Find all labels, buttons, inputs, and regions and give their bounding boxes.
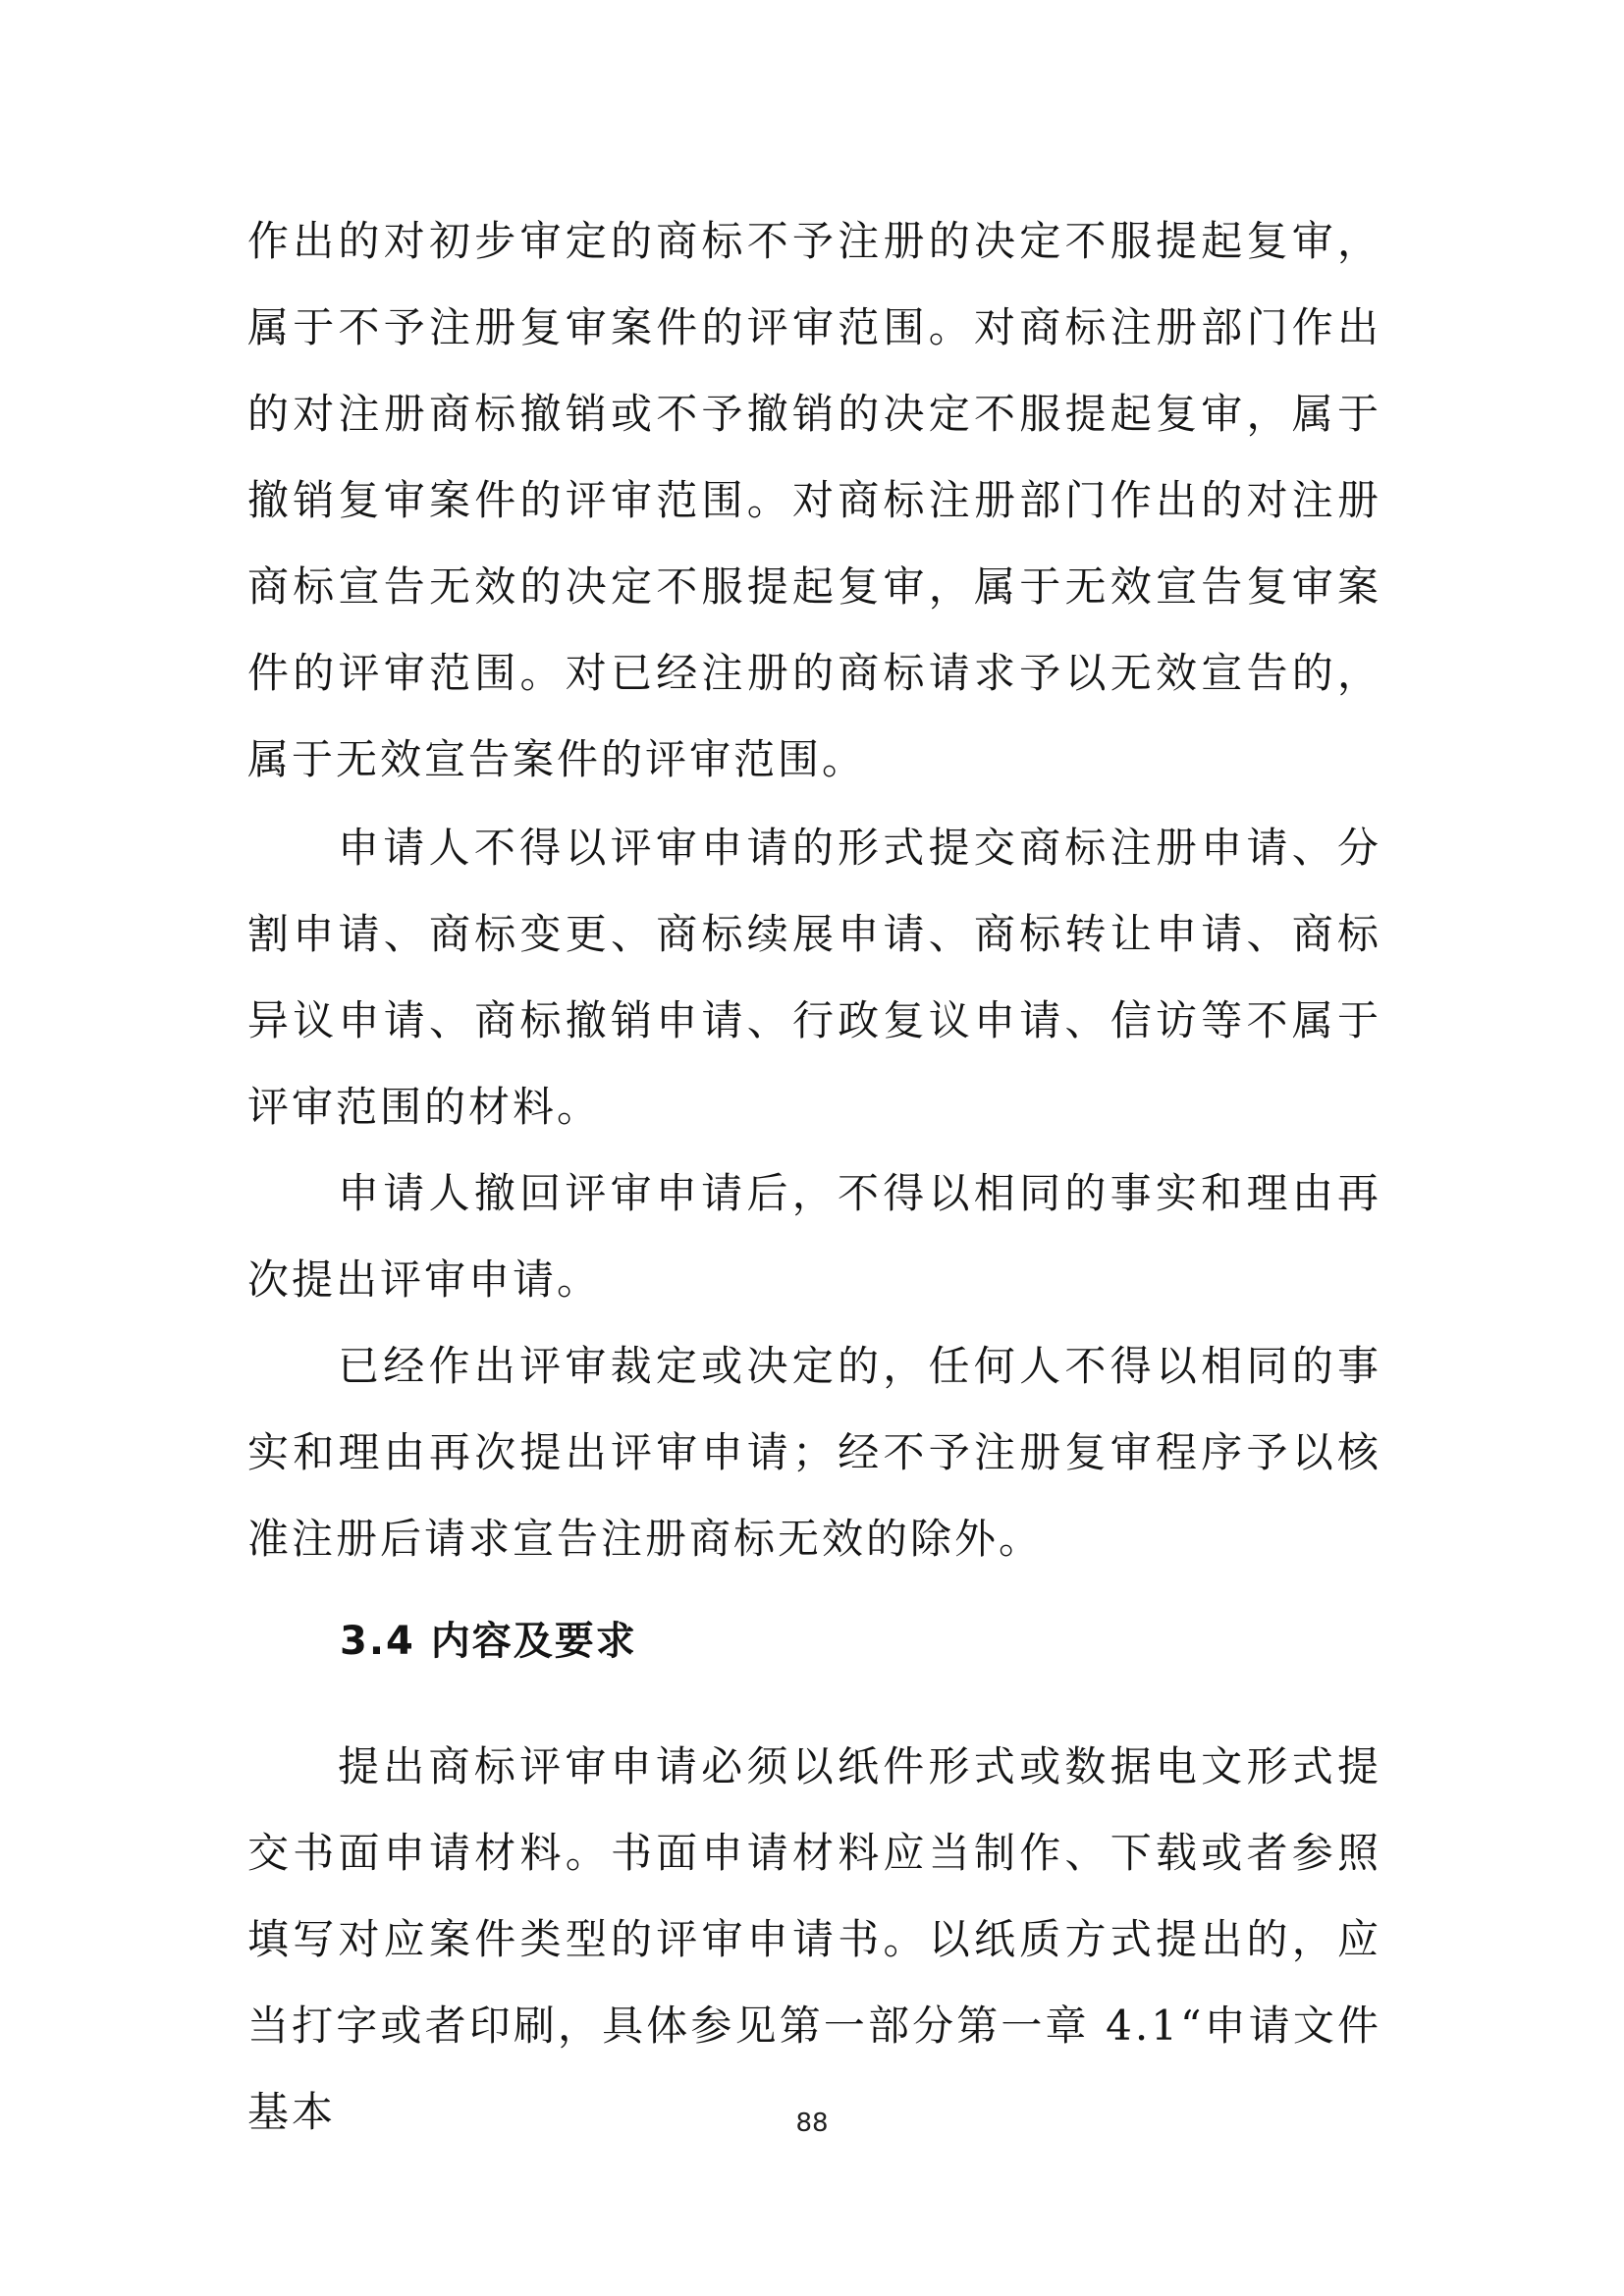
body-paragraph: 提出商标评审申请必须以纸件形式或数据电文形式提交书面申请材料。书面申请材料应当制作、下载或者参照填写对应案件类型的评审申请书。以纸质方式提出的，应当打字或者印刷，具体参见第一部分第一章 4.1“申请文件基本 — [247, 1742, 1381, 2136]
body-paragraph: 申请人不得以评审申请的形式提交商标注册申请、分割申请、商标变更、商标续展申请、商标转让申请、商标异议申请、商标撤销申请、行政复议申请、信访等不属于评审范围的材料。 — [247, 824, 1381, 1131]
body-paragraph: 申请人撤回评审申请后，不得以相同的事实和理由再次提出评审申请。 — [247, 1169, 1381, 1304]
body-paragraph: 已经作出评审裁定或决定的，任何人不得以相同的事实和理由再次提出评审申请；经不予注册复审程序予以核准注册后请求宣告注册商标无效的除外。 — [247, 1342, 1381, 1563]
body-paragraph: 作出的对初步审定的商标不予注册的决定不服提起复审，属于不予注册复审案件的评审范围。对商标注册部门作出的对注册商标撤销或不予撤销的决定不服提起复审，属于撤销复审案件的评审范围。对商标注册部门作出的对注册商标宣告无效的决定不服提起复审，属于无效宣告复审案件的评审范围。对已经注册的商标请求予以无效宣告的，属于无效宣告案件的评审范围。 — [247, 217, 1381, 783]
page-number: 88 — [795, 2109, 829, 2138]
section-heading: 3.4 内容及要求 — [340, 1619, 637, 1664]
